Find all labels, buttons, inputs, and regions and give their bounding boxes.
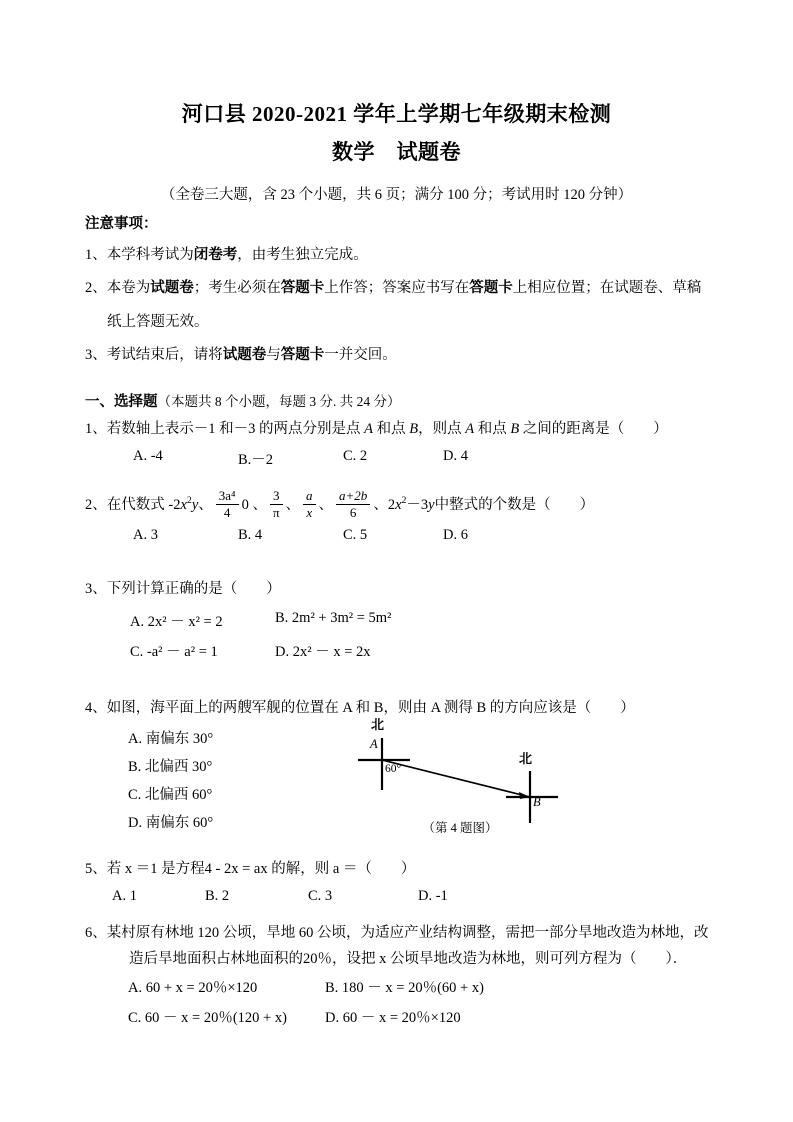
q1-option-b[interactable]: B.－2 xyxy=(238,452,274,468)
bearing-line-ab xyxy=(382,760,530,797)
q3-option-c[interactable]: C. -a² － a² = 1 xyxy=(130,644,218,660)
note-3-bold-2: 答题卡 xyxy=(280,347,325,364)
note-2-index: 2、 xyxy=(85,280,107,297)
note-3-e: 一并交回。 xyxy=(324,347,397,364)
q4-index: 4、 xyxy=(85,700,107,716)
q2-option-c[interactable]: C. 5 xyxy=(343,527,368,543)
notes-title: 注意事项： xyxy=(85,216,158,232)
q4-option-c[interactable]: C. 北偏西 60° xyxy=(128,787,213,803)
q2-stem-c: 0 、 xyxy=(241,497,267,514)
note-item-1 xyxy=(85,244,710,266)
q2-stem-d: 中整式的个数是（ ） xyxy=(434,497,595,514)
q6-stem-line1: 某村原有林地 120 公顷，旱地 60 公顷，为适应产业结构调整，需把一部分旱地改造为林地，改 xyxy=(106,925,709,941)
note-item-3 xyxy=(85,344,710,366)
q6-option-c[interactable]: C. 60 － x = 20％(120 + x) xyxy=(128,1010,287,1026)
q1-stem-e: 之间的距离是（ ） xyxy=(519,421,668,437)
q1-stem-a: 若数轴上表示－1 和－3 的两点分别是点 xyxy=(106,421,365,437)
section-name: 一、选择题 xyxy=(85,394,158,410)
note-2-bold-1: 试题卷 xyxy=(150,280,194,297)
question-5 xyxy=(85,858,725,881)
note-2-g: 上相应位置；在试题卷、草稿 xyxy=(512,280,702,297)
q5-option-c[interactable]: C. 3 xyxy=(308,888,333,904)
q1-option-c[interactable]: C. 2 xyxy=(343,448,368,464)
q6-index: 6、 xyxy=(85,925,107,941)
note-1-a: 本学科考试为 xyxy=(106,247,194,263)
q4-option-a[interactable]: A. 南偏东 30° xyxy=(128,731,214,747)
north-label-a: 北 xyxy=(371,717,385,732)
q4-figure-caption: （第 4 题图） xyxy=(422,821,498,835)
q2-frac2-den: π xyxy=(270,504,283,521)
q2-frac1-den: 4 xyxy=(216,504,239,521)
q2-expr-last: $2x^2-3y$ xyxy=(387,495,435,514)
note-3-a: 考试结束后，请将 xyxy=(106,347,223,364)
q2-option-a[interactable]: A. 3 xyxy=(133,527,158,543)
q2-option-b[interactable]: B. 4 xyxy=(238,527,263,543)
q4-option-b[interactable]: B. 北偏西 30° xyxy=(128,759,213,775)
note-2-continued: 纸上答题无效。 xyxy=(107,313,209,330)
question-1 xyxy=(85,418,725,441)
q5-option-a[interactable]: A. 1 xyxy=(112,888,137,904)
q2-frac1-num: 3a⁴ xyxy=(218,488,236,503)
question-4 xyxy=(85,697,725,720)
q1-stem-c: ，则点 xyxy=(418,421,466,437)
page-title-line1: 河口县 2020-2021 学年上学期七年级期末检测 xyxy=(181,102,612,126)
question-3 xyxy=(85,578,725,601)
q1-var-b1: B xyxy=(409,421,419,437)
note-1-bold: 闭卷考 xyxy=(193,247,238,263)
q3-option-a[interactable]: A. 2x² － x² = 2 xyxy=(130,614,223,630)
q3-option-d[interactable]: D. 2x² － x = 2x xyxy=(275,644,371,660)
note-1-c: ，由考生独立完成。 xyxy=(237,247,368,263)
q2-sep-2: 、 xyxy=(285,497,301,514)
note-3-bold-1: 试题卷 xyxy=(222,347,267,364)
q2-sep-1: 、 xyxy=(198,497,213,514)
q6-option-a[interactable]: A. 60 + x = 20％×120 xyxy=(128,980,258,996)
q1-index: 1、 xyxy=(85,421,107,437)
q2-sep-4: 、 xyxy=(373,497,388,514)
q2-frac4-num: a+2b xyxy=(339,488,368,503)
question-6 xyxy=(85,922,725,945)
q5-stem: 若 x ＝1 是方程4 - 2x = ax 的解，则 a ＝（ ） xyxy=(106,861,416,877)
q4-figure-svg xyxy=(330,718,590,833)
note-2-e: 上作答；答案应书写在 xyxy=(324,280,470,297)
note-2-bold-2: 答题卡 xyxy=(280,280,325,297)
page-title-line2: 数学 试题卷 xyxy=(332,140,461,164)
q2-frac2-num: 3 xyxy=(272,488,280,503)
q2-index: 2、 xyxy=(85,497,107,514)
q5-option-d[interactable]: D. -1 xyxy=(418,888,448,904)
q4-option-d[interactable]: D. 南偏东 60° xyxy=(128,815,214,831)
q5-index: 5、 xyxy=(85,861,107,877)
q1-option-d[interactable]: D. 4 xyxy=(443,448,468,464)
note-3-index: 3、 xyxy=(85,347,107,364)
q3-index: 3、 xyxy=(85,581,107,597)
q2-option-d[interactable]: D. 6 xyxy=(443,527,468,543)
q2-frac4-den: 6 xyxy=(336,504,370,521)
q6-stem-continued: 造后旱地面积占林地面积的20％，设把 x 公顷旱地改造为林地，则可列方程为（ ）． xyxy=(129,951,688,967)
q4-figure xyxy=(330,718,590,833)
angle-label-60: 60° xyxy=(385,763,402,775)
q2-frac3-num: a xyxy=(306,488,313,503)
q3-stem: 下列计算正确的是（ ） xyxy=(106,581,281,597)
q3-option-b[interactable]: B. 2m² + 3m² = 5m² xyxy=(275,610,392,626)
note-1-index: 1、 xyxy=(85,247,107,263)
note-3-c: 与 xyxy=(266,347,281,364)
q2-frac3-den: x xyxy=(303,504,316,521)
note-2-c: ；考生必须在 xyxy=(193,280,281,297)
q4-stem: 如图，海平面上的两艘军舰的位置在 A 和 B，则由 A 测得 B 的方向应该是（ ） xyxy=(106,700,635,716)
section-meta: （本题共 8 个小题，每题 3 分. 共 24 分） xyxy=(157,394,401,409)
note-item-2 xyxy=(85,277,710,299)
q1-var-a2: A xyxy=(465,421,475,437)
q2-stem-a: 在代数式 xyxy=(106,497,169,514)
exam-subtitle: （全卷三大题，含 23 个小题，共 6 页；满分 100 分；考试用时 120 分钟） xyxy=(160,187,633,203)
q2-fraction-4 xyxy=(336,489,370,521)
q1-stem-d: 和点 xyxy=(474,421,511,437)
q1-option-a[interactable]: A. -4 xyxy=(133,448,163,464)
q2-fraction-3 xyxy=(303,489,316,521)
north-label-b: 北 xyxy=(519,751,533,766)
q2-sep-3: 、 xyxy=(318,497,334,514)
q6-option-d[interactable]: D. 60 － x = 20％×120 xyxy=(325,1010,461,1026)
question-2 xyxy=(85,490,725,522)
q2-fraction-1 xyxy=(216,489,239,521)
q5-option-b[interactable]: B. 2 xyxy=(205,888,230,904)
note-2-bold-3: 答题卡 xyxy=(469,280,513,297)
q2-expr-1: $-2x^2y$ xyxy=(168,495,199,514)
note-2-a: 本卷为 xyxy=(106,280,151,297)
q2-fraction-2 xyxy=(270,489,283,521)
q6-option-b[interactable]: B. 180 － x = 20％(60 + x) xyxy=(325,980,484,996)
q1-var-a1: A xyxy=(364,421,373,437)
q1-stem xyxy=(85,421,668,437)
notes-block xyxy=(85,212,710,378)
q1-stem-b: 和点 xyxy=(372,421,410,437)
q1-var-b2: B xyxy=(510,421,520,437)
section-heading xyxy=(85,390,401,411)
point-label-a: A xyxy=(370,737,378,751)
point-label-b: B xyxy=(533,795,541,809)
